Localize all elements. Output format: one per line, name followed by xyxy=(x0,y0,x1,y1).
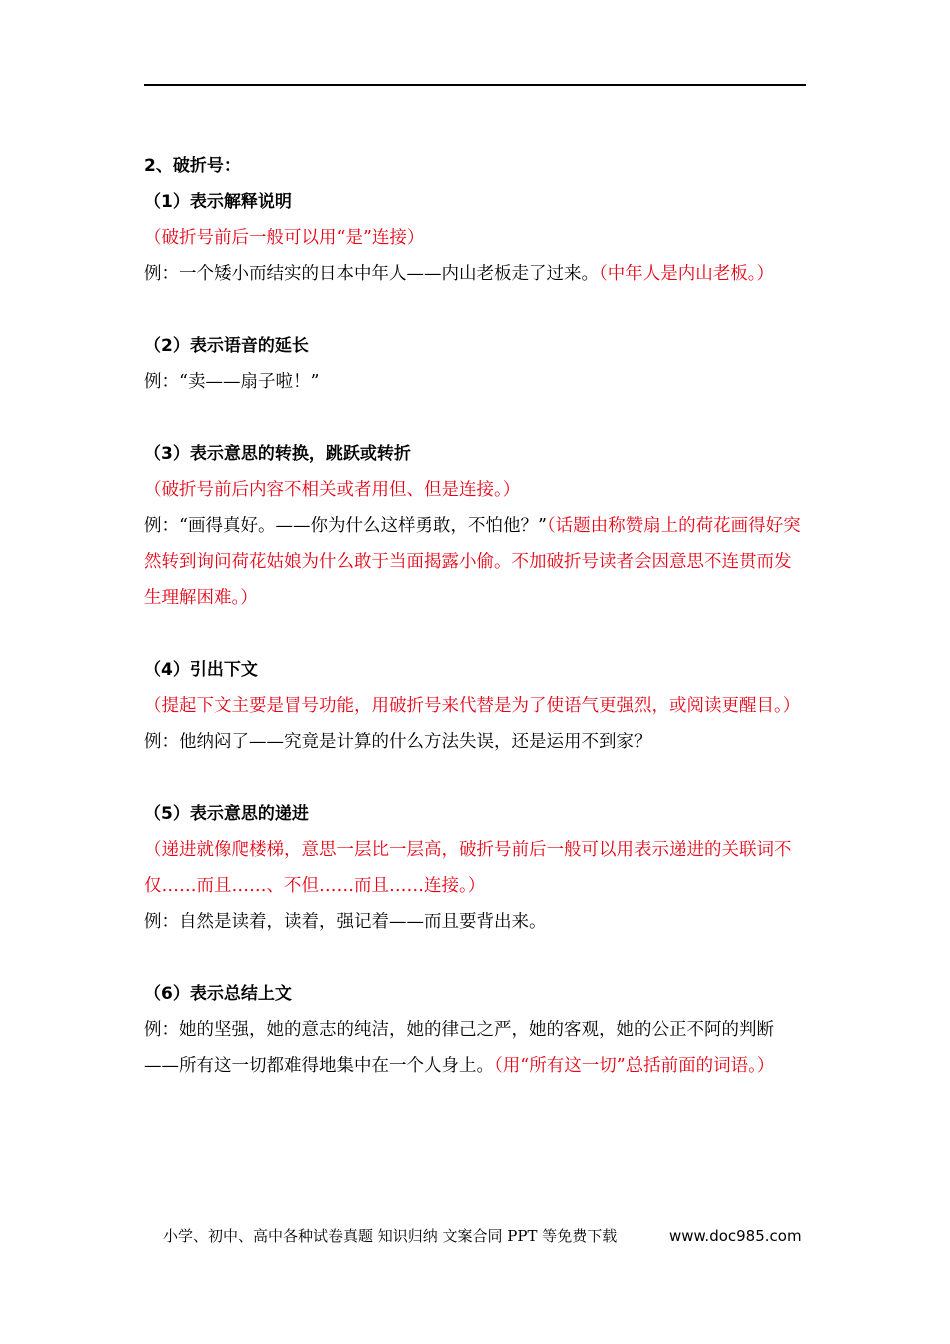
section-example: 例：“卖——扇子啦！” xyxy=(144,372,320,392)
section-heading: （4）引出下文 xyxy=(144,660,258,680)
example-text: 例：“画得真好。——你为什么这样勇敢，不怕他？” xyxy=(144,516,547,536)
example-text: 例：她的坚强，她的意志的纯洁，她的律己之严，她的客观，她的公正不阿的判断——所有这一切都难得地集中在一个人身上。 xyxy=(144,1020,774,1076)
page-footer xyxy=(163,1226,803,1246)
section-1 xyxy=(144,184,804,292)
section-note: （破折号前后内容不相关或者用但、但是连接。） xyxy=(144,480,521,500)
section-3 xyxy=(144,436,804,616)
page-title: 2、破折号： xyxy=(144,156,241,176)
example-note: （用“所有这一切”总括前面的词语。） xyxy=(494,1056,775,1076)
section-example xyxy=(144,1012,804,1084)
section-note: （破折号前后一般可以用“是”连接） xyxy=(144,228,425,248)
section-heading: （3）表示意思的转换，跳跃或转折 xyxy=(144,444,411,464)
section-5 xyxy=(144,796,804,940)
footer-text: 小学、初中、高中各种试卷真题 知识归纳 文案合同 PPT 等免费下载 xyxy=(163,1227,618,1245)
section-example: 例：他纳闷了——究竟是计算的什么方法失误，还是运用不到家？ xyxy=(144,732,652,752)
section-note: （提起下文主要是冒号功能，用破折号来代替是为了使语气更强烈，或阅读更醒目。） xyxy=(144,696,801,716)
section-heading: （5）表示意思的递进 xyxy=(144,804,309,824)
example-note: （话题由称赞扇上的荷花画得好突然转到询问荷花姑娘为什么敢于当面揭露小偷。不加破折号读者会因意思不连贯而发生理解困难。） xyxy=(144,516,801,608)
section-heading: （2）表示语音的延长 xyxy=(144,336,309,356)
section-example: 例：自然是读着，读着，强记着——而且要背出来。 xyxy=(144,912,547,932)
example-text: 例：一个矮小而结实的日本中年人——内山老板走了过来。 xyxy=(144,264,599,284)
section-note: （递进就像爬楼梯，意思一层比一层高，破折号前后一般可以用表示递进的关联词不仅……而且……、不但……而且……连接。） xyxy=(144,840,792,896)
spacer xyxy=(144,616,804,652)
section-heading: （6）表示总结上文 xyxy=(144,984,292,1004)
section-2 xyxy=(144,328,804,400)
spacer xyxy=(144,940,804,976)
section-heading: （1）表示解释说明 xyxy=(144,192,292,212)
document-body xyxy=(144,148,804,1084)
spacer xyxy=(144,760,804,796)
spacer xyxy=(144,292,804,328)
top-rule xyxy=(144,84,806,86)
section-example xyxy=(144,256,804,292)
spacer xyxy=(144,400,804,436)
example-note: （中年人是内山老板。） xyxy=(599,264,774,284)
section-4 xyxy=(144,652,804,760)
footer-site-link[interactable]: www.doc985.com xyxy=(669,1227,802,1245)
section-6 xyxy=(144,976,804,1084)
section-example xyxy=(144,508,804,616)
